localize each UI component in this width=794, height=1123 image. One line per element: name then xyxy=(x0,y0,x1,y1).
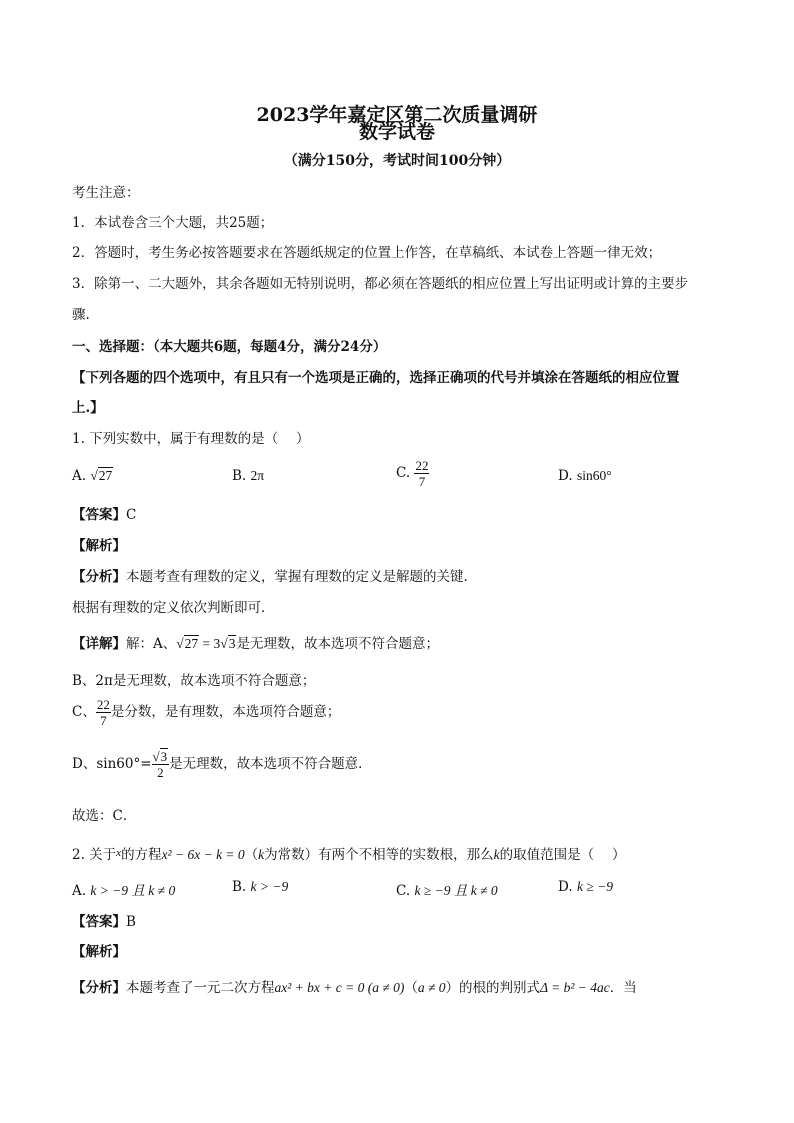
denominator: 7 xyxy=(100,713,107,728)
option-label: C. xyxy=(396,883,411,899)
q2-option-a xyxy=(72,879,175,899)
option-value: 2π xyxy=(250,468,265,483)
q2-option-d xyxy=(558,879,613,895)
exam-subject: 数学试卷 xyxy=(358,121,435,143)
detail-tag: 【详解】 xyxy=(72,636,126,652)
question-1-stem: 1. 下列实数中，属于有理数的是（ ） xyxy=(72,431,310,447)
q1-fenxi xyxy=(72,567,477,587)
answer-value: C xyxy=(126,507,137,523)
section-instruction: 【下列各题的四个选项中，有且只有一个选项是正确的，选择正确项的代号并填涂在答题纸的相应位置 xyxy=(72,370,680,386)
sqrt-expression: √27 xyxy=(90,468,113,483)
detail-text: 是无理数，故本选项不符合题意； xyxy=(236,636,439,652)
fraction xyxy=(96,697,111,728)
notice-heading: 考生注意： xyxy=(72,185,140,201)
variable-x: x xyxy=(116,847,122,859)
stem-text: （ xyxy=(244,847,259,863)
q1-option-d xyxy=(558,468,612,484)
radicand: 27 xyxy=(184,636,199,651)
radicand: 3 xyxy=(228,636,236,651)
option-label: D. xyxy=(558,879,573,895)
notice-item-1: 1．本试卷含三个大题，共25题； xyxy=(72,215,274,231)
q2-analysis-tag: 【解析】 xyxy=(72,944,126,960)
variable-k: k xyxy=(258,847,265,862)
option-label: D. xyxy=(558,468,573,484)
variable-k: k xyxy=(493,847,500,862)
detail-text: 是分数，是有理数，本选项符合题意； xyxy=(110,704,341,720)
q1-fenxi-2: 根据有理数的定义依次判断即可． xyxy=(72,600,275,616)
equals: = 3 xyxy=(199,636,221,651)
q2-fenxi xyxy=(72,978,637,998)
section-instruction-cont: 上.】 xyxy=(72,400,104,416)
option-label: B. xyxy=(232,879,247,895)
answer-tag: 【答案】 xyxy=(72,507,126,523)
exam-title: 2023学年嘉定区第二次质量调研 xyxy=(256,104,538,126)
fenxi-text: 本题考查有理数的定义，掌握有理数的定义是解题的关键． xyxy=(126,569,477,585)
fenxi-text: 本题考查了一元二次方程 xyxy=(126,980,275,996)
fraction xyxy=(414,458,429,489)
q1-choose: 故选：C． xyxy=(72,808,137,824)
fenxi-tag: 【分析】 xyxy=(72,980,126,996)
equation: x² − 6x − k = 0 xyxy=(161,847,245,862)
detail-text: 是无理数，故本选项不符合题意． xyxy=(169,756,372,772)
fenxi-text: （ xyxy=(404,980,418,996)
fenxi-text: ）的根的判别式 xyxy=(445,980,541,996)
q2-option-c xyxy=(396,879,498,899)
option-label: C. xyxy=(396,465,411,481)
exam-info: （满分150分，考试时间100分钟） xyxy=(283,153,511,169)
radicand: 27 xyxy=(98,468,113,483)
notice-item-3-cont: 骤. xyxy=(72,307,90,323)
radicand: 3 xyxy=(160,749,168,764)
q1-option-c xyxy=(396,458,429,489)
notice-item-3: 3．除第一、二大题外，其余各题如无特别说明，都必须在答题纸的相应位置上写出证明或计算的主要步 xyxy=(72,276,689,292)
option-value: k > −9 且 k ≠ 0 xyxy=(90,883,176,898)
equation: ax² + bx + c = 0 (a ≠ 0) xyxy=(274,980,405,995)
sqrt-expression: √3 xyxy=(220,636,236,651)
section-heading: 一、选择题：（本大题共6题，每题4分，满分24分） xyxy=(72,339,387,355)
option-label: A. xyxy=(72,883,87,899)
option-value: k ≥ −9 xyxy=(576,879,613,894)
answer-value: B xyxy=(126,914,136,930)
q1-answer xyxy=(72,505,136,525)
fenxi-text: ．当 xyxy=(609,980,637,996)
q1-detail-d xyxy=(72,749,372,780)
sqrt-expression: √27 xyxy=(176,636,199,651)
q1-detail-a xyxy=(72,634,439,654)
q1-analysis-tag: 【解析】 xyxy=(72,538,126,554)
question-2-stem xyxy=(72,843,625,865)
denominator: 7 xyxy=(418,474,426,489)
option-value: k > −9 xyxy=(250,879,289,894)
q1-option-a xyxy=(72,468,113,484)
q2-answer xyxy=(72,912,136,932)
numerator: 22 xyxy=(96,697,110,712)
q1-detail-c xyxy=(72,697,340,728)
q1-detail-b: B、2π是无理数，故本选项不符合题意； xyxy=(72,673,316,689)
stem-text: 的取值范围是（ ） xyxy=(499,847,626,863)
numerator: 22 xyxy=(415,458,429,473)
condition: a ≠ 0 xyxy=(417,980,446,995)
q1-option-b xyxy=(232,468,264,484)
option-label: B. xyxy=(232,468,247,484)
notice-item-2: 2．答题时，考生务必按答题要求在答题纸规定的位置上作答，在草稿纸、本试卷上答题一律无效； xyxy=(72,245,662,261)
numerator: √3 xyxy=(152,749,168,764)
option-value: sin60° xyxy=(576,468,612,483)
stem-text: 2. 关于 xyxy=(72,847,117,863)
option-value: k ≥ −9 且 k ≠ 0 xyxy=(414,883,498,898)
discriminant: Δ = b² − 4ac xyxy=(540,980,610,995)
stem-text: 的方程 xyxy=(121,847,162,863)
stem-text: 为常数）有两个不相等的实数根，那么 xyxy=(264,847,494,863)
option-label: A. xyxy=(72,468,87,484)
fenxi-tag: 【分析】 xyxy=(72,569,126,585)
denominator: 2 xyxy=(157,765,164,780)
detail-text: D、sin60°= xyxy=(72,756,152,772)
fraction xyxy=(152,749,170,780)
detail-text: 解：A、 xyxy=(126,636,177,652)
q2-option-b xyxy=(232,879,288,895)
detail-text: C、 xyxy=(72,704,96,720)
answer-tag: 【答案】 xyxy=(72,914,126,930)
